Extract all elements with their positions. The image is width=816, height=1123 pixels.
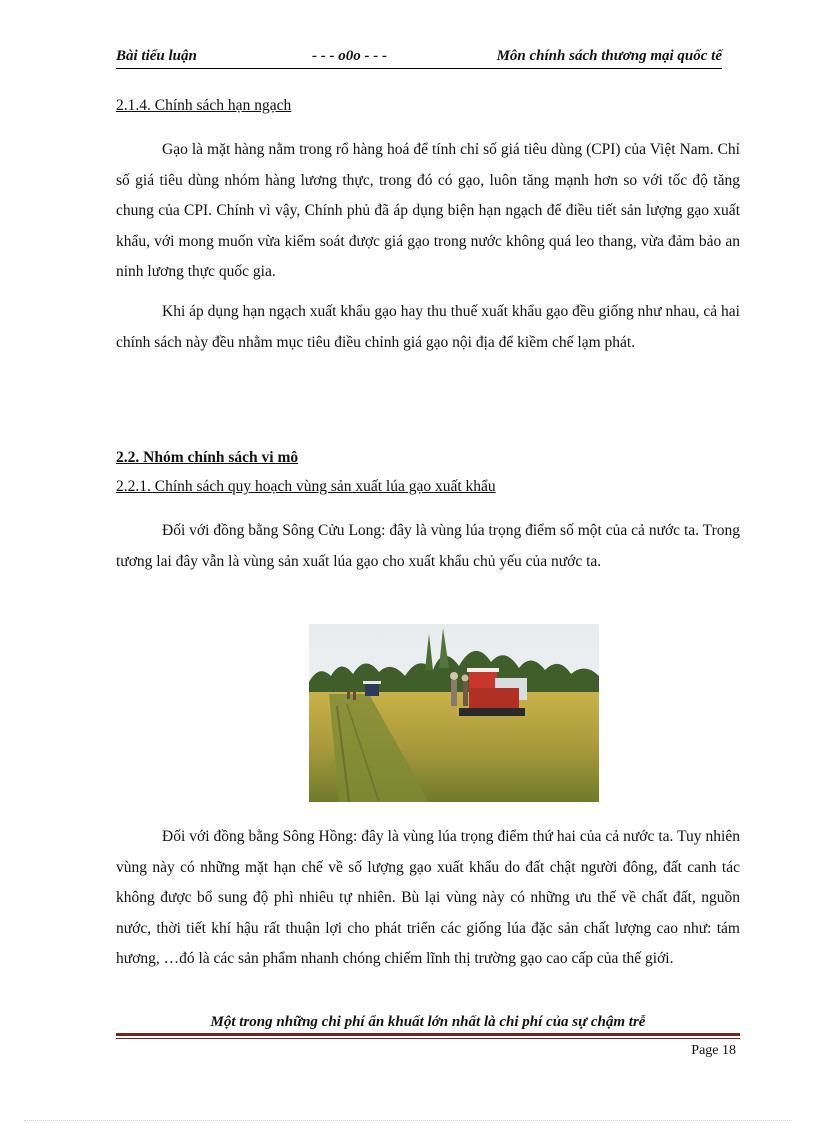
header-right: Môn chính sách thương mại quốc tế	[496, 48, 722, 64]
paragraph-red-river: Đối với đồng bằng Sông Hồng: đây là vùng lúa trọng điểm thứ hai của cả nước ta. Tuy nhiên vùng này có những mặt hạn chế về số lượng gạo xuất khẩu do đất chật người đông, đất canh tác không được bổ sung độ phì nhiêu tự nhiên. Bù lại vùng này có những ưu thế về chất đất, nguồn nước, thời tiết khí hậu rất thuận lợi cho phát triển các giống lúa đặc sản chất lượng cao như: tám hương, …đó là các sản phẩm nhanh chóng chiếm lĩnh thị trường gạo cao cấp của thế giới.	[116, 828, 740, 967]
section-2-1-4-title: 2.1.4. Chính sách hạn ngạch	[116, 97, 292, 114]
header-left: Bài tiểu luận	[116, 48, 197, 64]
footer-rule-thick	[116, 1033, 740, 1036]
section-2-2-title: 2.2. Nhóm chính sách vi mô	[116, 449, 299, 466]
header-center: - - - o0o - - -	[312, 48, 387, 64]
paragraph-mekong: Đối với đồng bằng Sông Cửu Long: đây là vùng lúa trọng điểm số một của cả nước ta. Trong tương lai đây vẫn là vùng sản xuất lúa gạo cho xuất khẩu chủ yếu của nước ta.	[116, 522, 740, 570]
page-header	[116, 46, 722, 69]
paragraph-quota-1: Gạo là mặt hàng nằm trong rổ hàng hoá để tính chỉ số giá tiêu dùng (CPI) của Việt Nam. Chỉ số giá tiêu dùng nhóm hàng lương thực, trong đó có gạo, luôn tăng mạnh hơn so với tốc độ tăng chung của CPI. Chính vì vậy, Chính phủ đã áp dụng biện hạn ngạch để điều tiết sản lượng gạo xuất khẩu, với mong muốn vừa kiểm soát được giá gạo trong nước không quá leo thang, vừa đảm bảo an ninh lương thực quốc gia.	[116, 141, 740, 280]
footer-quote: Một trong những chi phí ẩn khuất lớn nhất là chi phí của sự chậm trễ	[210, 1014, 646, 1030]
rice-harvest-photo	[309, 624, 599, 802]
paragraph-quota-2: Khi áp dụng hạn ngạch xuất khẩu gạo hay thu thuế xuất khẩu gạo đều giống như nhau, cả hai chính sách này đều nhằm mục tiêu điều chỉnh giá gạo nội địa để kiềm chế lạm phát.	[116, 303, 740, 351]
page-edge-divider	[24, 1120, 792, 1121]
section-2-2-1-title: 2.2.1. Chính sách quy hoạch vùng sản xuất lúa gạo xuất khẩu	[116, 478, 496, 495]
page-number: Page 18	[691, 1043, 736, 1058]
footer-rule-thin	[116, 1038, 740, 1039]
